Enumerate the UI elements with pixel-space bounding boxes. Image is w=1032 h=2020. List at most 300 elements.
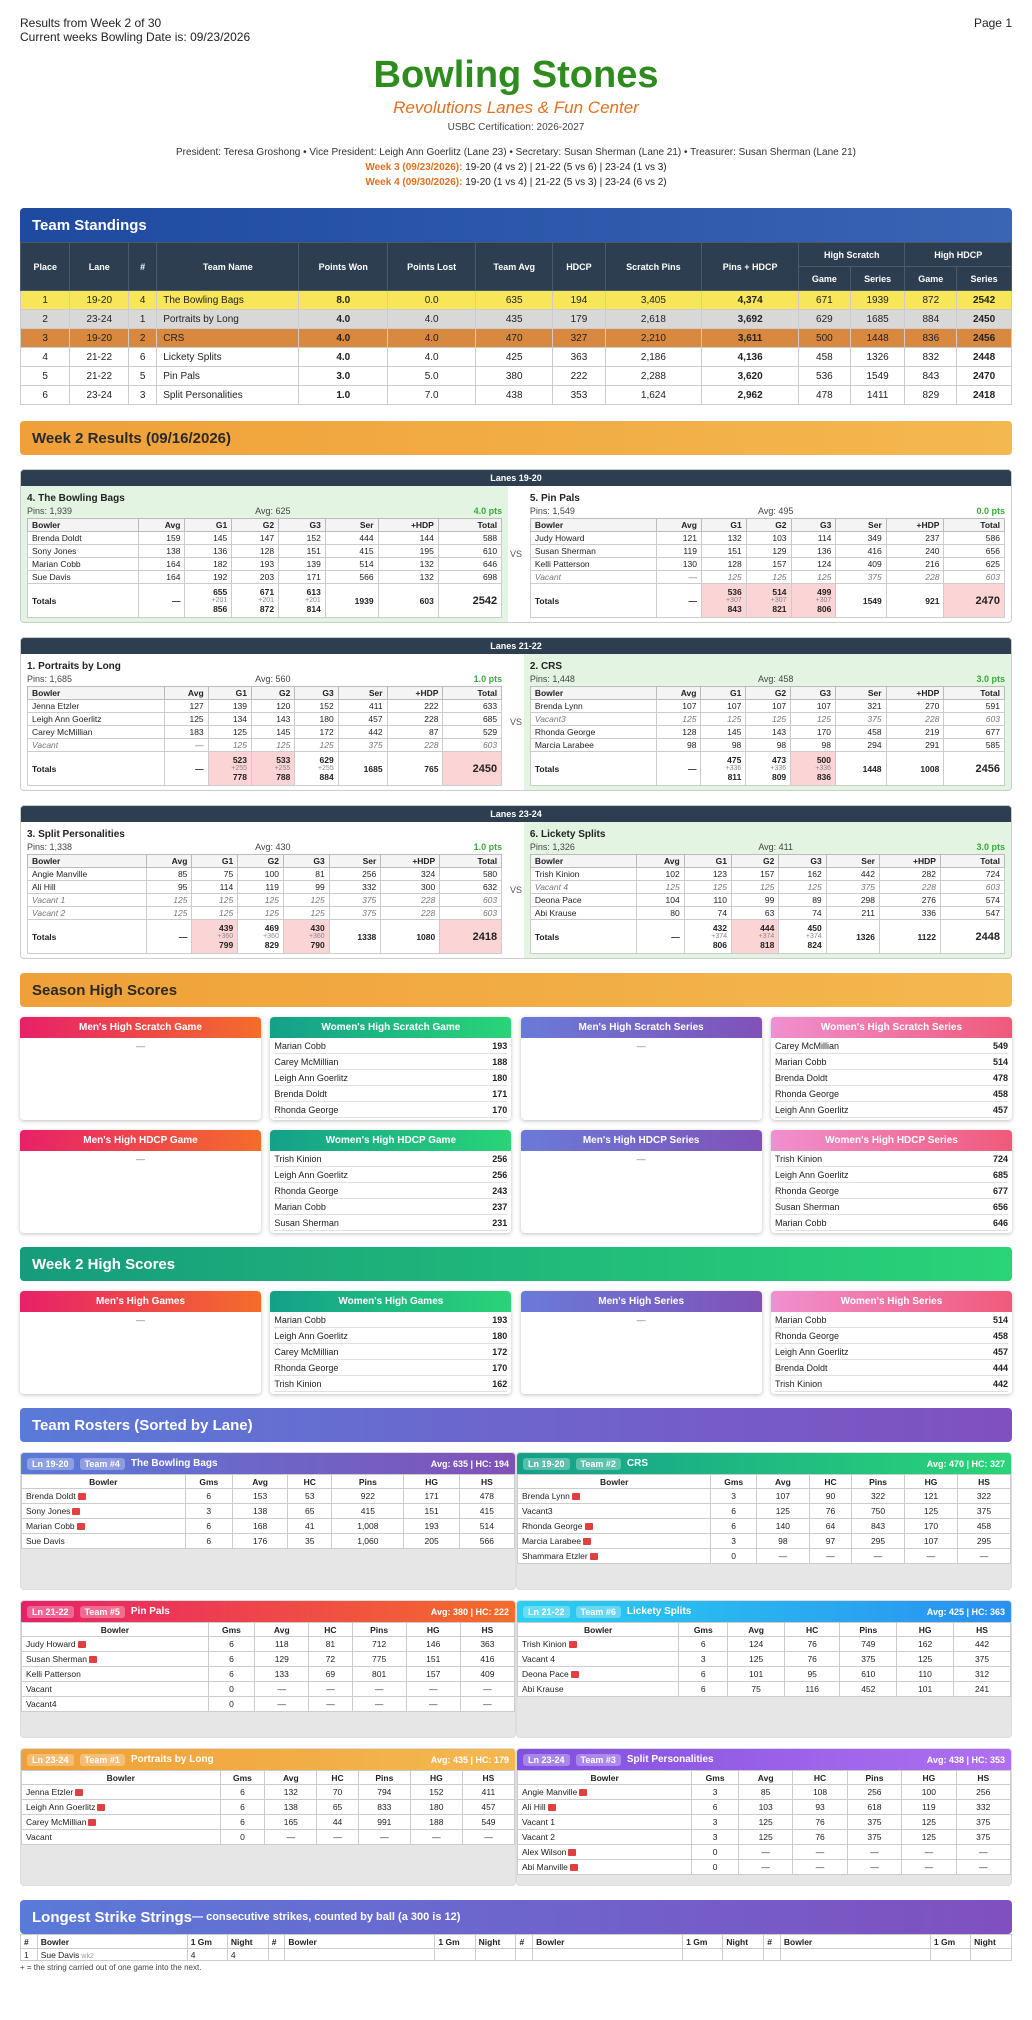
roster-cell: 375 (958, 1504, 1011, 1519)
score-cell: 193 (232, 558, 279, 571)
roster-cell: 193 (404, 1519, 459, 1534)
score-col-header: Bowler (28, 519, 139, 532)
team-badge: Team #6 (576, 1606, 621, 1618)
roster-cell: — (956, 1845, 1010, 1860)
score-cell: 99 (283, 881, 329, 894)
score-col-header: G2 (238, 855, 284, 868)
standings-cell: 629 (799, 310, 851, 329)
standings-cell: 3.0 (299, 367, 388, 386)
score-cell: 324 (381, 868, 440, 881)
team-result (524, 654, 1011, 790)
score-cell: Vacant 1 (28, 894, 147, 907)
score-cell: 132 (701, 532, 746, 545)
score-cell: Leigh Ann Goerlitz (28, 713, 165, 726)
empty-dash: — (636, 1315, 646, 1325)
score-cell: 182 (185, 558, 232, 571)
score-cell: 625 (944, 558, 1005, 571)
standings-cell: 3,611 (702, 329, 799, 348)
bowler-name: Trish Kinion (774, 1379, 823, 1389)
standings-cell: 1685 (850, 310, 905, 329)
roster-cell: 375 (847, 1815, 901, 1830)
roster-cell: 3 (692, 1815, 739, 1830)
bowler-score-table (530, 518, 1005, 618)
totals-cell: — (165, 752, 208, 786)
standings-cell: 4.0 (388, 329, 476, 348)
score-col-header: Bowler (530, 855, 637, 868)
roster-team-name: Pin Pals (130, 1606, 170, 1617)
game-scratch: 613 (306, 587, 321, 597)
totals-cell (283, 920, 329, 954)
roster-team-name: The Bowling Bags (130, 1458, 218, 1469)
score-cell: 99 (732, 894, 779, 907)
score-cell: 125 (656, 713, 701, 726)
roster-bowler-name: Vacant 4 (522, 1654, 555, 1664)
strike-rank: 1 (21, 1949, 38, 1961)
score-col-header: G2 (746, 687, 791, 700)
roster-cell: 90 (809, 1489, 851, 1504)
strike-col-header: Night (475, 1935, 516, 1949)
standings-cell: 4 (21, 348, 70, 367)
roster-cell: 241 (954, 1682, 1011, 1697)
score-cell: 294 (836, 739, 887, 752)
score-cell: 162 (779, 868, 826, 881)
score-cell: 125 (791, 571, 836, 584)
roster-cell: 125 (902, 1815, 956, 1830)
score-cell: 580 (440, 868, 502, 881)
strike-col-header: # (21, 1935, 38, 1949)
roster-col-header: HC (288, 1475, 332, 1489)
high-score-item (274, 1151, 507, 1167)
female-flag-icon (568, 1849, 576, 1856)
totals-cell (208, 752, 251, 786)
roster-col-header: Bowler (22, 1771, 221, 1785)
roster-table (21, 1474, 515, 1549)
game-total: 821 (772, 604, 787, 614)
totals-row (28, 752, 502, 786)
high-score-card (771, 1130, 1012, 1233)
roster-cell: 0 (220, 1830, 265, 1845)
score-cell: 183 (165, 726, 208, 739)
standings-row (21, 291, 1012, 310)
score-cell: 698 (438, 571, 501, 584)
roster-bowler (22, 1637, 209, 1652)
roster-cell: 322 (852, 1489, 905, 1504)
standings-cell: 470 (476, 329, 553, 348)
vs-label: VS (509, 885, 522, 895)
bowler-score-row (530, 545, 1004, 558)
score-cell: 603 (940, 881, 1004, 894)
roster-team-stats: Avg: 470 | HC: 327 (926, 1458, 1005, 1469)
score-cell: 89 (779, 894, 826, 907)
roster-cell: 3 (711, 1534, 756, 1549)
score-cell: 211 (826, 907, 879, 920)
standings-col-header: Points Won (299, 243, 388, 291)
roster-bowler (22, 1652, 209, 1667)
score-cell: 216 (886, 558, 944, 571)
team-points: 1.0 pts (473, 674, 503, 684)
roster-bowler-name: Vacant (26, 1684, 52, 1694)
roster-cell: 0 (692, 1860, 739, 1875)
roster-card (516, 1748, 1012, 1886)
roster-cell: 93 (793, 1800, 847, 1815)
roster-cell: 1,060 (332, 1534, 404, 1549)
roster-bowler-row (22, 1489, 515, 1504)
score-cell: Sony Jones (28, 545, 139, 558)
roster-bowler-name: Kelli Patterson (26, 1669, 81, 1679)
roster-cell: 125 (756, 1504, 809, 1519)
standings-cell: 4.0 (388, 348, 476, 367)
roster-col-header: Gms (692, 1771, 739, 1785)
lanes-label: Lanes 19-20 (21, 470, 1011, 486)
standings-cell: 3,692 (702, 310, 799, 329)
bowler-score-row (530, 532, 1004, 545)
league-title: Bowling Stones (373, 54, 659, 96)
score-cell: Vacant (28, 739, 165, 752)
score-cell: 152 (279, 532, 326, 545)
score-cell: 566 (325, 571, 378, 584)
bowler-name: Marian Cobb (274, 1041, 326, 1051)
bowler-score-row (28, 881, 502, 894)
score-col-header: Bowler (28, 687, 165, 700)
score-cell: Marian Cobb (28, 558, 139, 571)
roster-cell: 125 (728, 1652, 785, 1667)
strike-empty-cell (683, 1949, 723, 1961)
standings-cell: 2542 (957, 291, 1012, 310)
bowler-name: Brenda Doldt (274, 1089, 327, 1099)
totals-cell (684, 920, 731, 954)
team-badge: Team #3 (576, 1754, 621, 1766)
roster-col-header: HG (404, 1475, 459, 1489)
game-hdcp: +255 (317, 765, 334, 772)
roster-cell: 0 (692, 1845, 739, 1860)
score-cell: 125 (208, 726, 251, 739)
roster-cell: 3 (692, 1830, 739, 1845)
game-total: 809 (771, 772, 787, 782)
score-col-header: Ser (338, 687, 387, 700)
bowling-date: Current weeks Bowling Date is: 09/23/2026 (20, 30, 251, 44)
score-col-header: G1 (684, 855, 731, 868)
roster-cell: — (460, 1682, 514, 1697)
score-cell: 603 (440, 907, 502, 920)
strike-empty-cell (533, 1949, 683, 1961)
bowler-score-row (530, 726, 1004, 739)
standings-cell: 4 (129, 291, 157, 310)
game-hdcp: +336 (770, 765, 787, 772)
roster-card-header (517, 1749, 1011, 1770)
high-score-item (274, 1102, 507, 1118)
roster-bowler-name: Susan Sherman (26, 1654, 87, 1664)
standings-cell: 2470 (957, 367, 1012, 386)
bowler-name: Leigh Ann Goerlitz (274, 1073, 348, 1083)
score-cell: 123 (684, 868, 731, 881)
roster-cell: 3 (692, 1785, 739, 1800)
roster-cell: — (410, 1830, 462, 1845)
strike-empty-cell (516, 1949, 533, 1961)
totals-cell (238, 920, 284, 954)
roster-cell: 125 (738, 1830, 792, 1845)
score-cell: 228 (381, 894, 440, 907)
roster-cell: 375 (840, 1652, 897, 1667)
score-col-header: Avg (138, 519, 185, 532)
strike-row (21, 1949, 1012, 1961)
matchup (21, 486, 1011, 622)
score-cell: 125 (732, 881, 779, 894)
totals-cell: — (656, 752, 701, 786)
score-cell: 125 (701, 713, 746, 726)
roster-cell: 458 (958, 1519, 1011, 1534)
roster-col-header: HC (309, 1623, 352, 1637)
score-cell: 98 (746, 739, 791, 752)
score-cell: 180 (295, 713, 338, 726)
high-score-item (775, 1328, 1008, 1344)
score-value: 656 (992, 1202, 1008, 1212)
female-flag-icon (571, 1671, 579, 1678)
empty-dash: — (136, 1154, 145, 1164)
empty-dash: — (136, 1315, 145, 1325)
standings-cell: 2,288 (605, 367, 702, 386)
roster-bowler (518, 1652, 679, 1667)
game-hdcp: +374 (805, 933, 822, 940)
score-cell: 442 (826, 868, 879, 881)
roster-bowler-row (518, 1682, 1011, 1697)
standings-col-header: Team Avg (476, 243, 553, 291)
score-cell: 586 (944, 532, 1005, 545)
score-cell: 102 (637, 868, 684, 881)
roster-cell: — (793, 1860, 847, 1875)
score-cell: 442 (338, 726, 387, 739)
strike-col-header: Bowler (780, 1935, 930, 1949)
score-cell: Carey McMillian (28, 726, 165, 739)
standings-cell: 23-24 (70, 310, 129, 329)
score-cell: 125 (779, 881, 826, 894)
roster-col-header: HG (410, 1771, 462, 1785)
standings-cell: 1 (129, 310, 157, 329)
bowler-score-row (28, 907, 502, 920)
week-high-header: Week 2 High Scores (20, 1247, 1012, 1281)
roster-cell: — (958, 1549, 1011, 1564)
team-pins: Pins: 1,326 (529, 842, 575, 852)
roster-cell: 6 (220, 1815, 265, 1830)
score-cell: 138 (138, 545, 185, 558)
team-result-name: 1. Portraits by Long (27, 661, 121, 672)
roster-cell: 151 (406, 1652, 460, 1667)
score-cell: 114 (791, 532, 836, 545)
female-flag-icon (75, 1789, 83, 1796)
roster-cell: 6 (220, 1800, 265, 1815)
score-cell: 128 (701, 558, 746, 571)
roster-table (21, 1622, 515, 1712)
score-cell: 125 (192, 907, 238, 920)
high-score-card-title: Women's High HDCP Game (270, 1130, 511, 1151)
roster-col-header: Avg (233, 1475, 288, 1489)
roster-cell: 332 (956, 1800, 1010, 1815)
roster-cell: — (905, 1549, 958, 1564)
roster-col-header: Avg (265, 1771, 317, 1785)
game-total: 884 (319, 772, 334, 782)
standings-cell: 1,624 (605, 386, 702, 405)
roster-cell: 85 (738, 1785, 792, 1800)
team-avg: Avg: 458 (757, 674, 794, 684)
roster-cell: — (406, 1682, 460, 1697)
team-pins: Pins: 1,448 (529, 674, 575, 684)
team-avg: Avg: 430 (255, 842, 291, 852)
standings-cell: 2 (129, 329, 157, 348)
standings-cell: 5 (129, 367, 157, 386)
female-flag-icon (590, 1553, 598, 1560)
roster-cell: — (738, 1860, 792, 1875)
high-score-list (270, 1312, 511, 1392)
score-cell: 125 (238, 907, 284, 920)
roster-cell: — (756, 1549, 809, 1564)
score-cell: 219 (886, 726, 944, 739)
strike-col-header: Bowler (533, 1935, 683, 1949)
totals-cell: Totals (530, 752, 656, 786)
totals-cell: — (138, 584, 185, 618)
roster-cell: 549 (462, 1815, 514, 1830)
standings-cell: 3,405 (605, 291, 702, 310)
roster-cell: 312 (954, 1667, 1011, 1682)
score-cell: 677 (944, 726, 1005, 739)
game-total: 799 (219, 940, 234, 950)
game-total: 806 (817, 604, 832, 614)
roster-bowler-name: Sue Davis (26, 1536, 65, 1546)
roster-bowler-name: Trish Kinion (522, 1639, 567, 1649)
team-badge: Team #4 (80, 1458, 125, 1470)
roster-cell: 41 (288, 1519, 332, 1534)
standings-cell: 380 (476, 367, 553, 386)
score-cell: 107 (656, 700, 701, 713)
roster-col-header: Pins (358, 1771, 410, 1785)
score-cell: 282 (880, 868, 941, 881)
roster-cell: — (255, 1682, 309, 1697)
roster-cell: 81 (309, 1637, 352, 1652)
roster-bowler-name: Vacant 2 (522, 1832, 555, 1842)
roster-cell: 256 (956, 1785, 1010, 1800)
high-score-list (20, 1312, 261, 1328)
score-cell: 95 (146, 881, 192, 894)
roster-col-header: Bowler (22, 1623, 209, 1637)
strike-col-header: Night (227, 1935, 268, 1949)
score-value: 231 (492, 1218, 508, 1228)
score-cell: 136 (791, 545, 836, 558)
bowler-score-table (27, 518, 502, 618)
roster-bowler (22, 1682, 209, 1697)
high-score-list (270, 1038, 511, 1118)
high-score-item (775, 1199, 1008, 1215)
roster-cell: 416 (460, 1652, 514, 1667)
roster-cell: — (847, 1860, 901, 1875)
match-box (20, 637, 1012, 791)
score-cell: 632 (440, 881, 502, 894)
score-value: 685 (992, 1170, 1008, 1180)
bowler-score-row (28, 558, 502, 571)
high-score-list (771, 1038, 1012, 1118)
score-col-header: G3 (295, 687, 338, 700)
roster-cell: 146 (406, 1637, 460, 1652)
roster-col-header: HS (956, 1771, 1010, 1785)
standings-cell: 363 (553, 348, 605, 367)
standings-cell: 5 (21, 367, 70, 386)
roster-cell: 98 (756, 1534, 809, 1549)
score-cell: 164 (138, 558, 185, 571)
bowler-name: Rhonda George (774, 1331, 840, 1341)
score-cell: 125 (637, 881, 684, 894)
roster-header-row (22, 1475, 515, 1489)
standings-row (21, 348, 1012, 367)
high-score-item (274, 1183, 507, 1199)
strike-bowler (37, 1949, 187, 1961)
score-cell: 159 (138, 532, 185, 545)
score-value: 162 (492, 1379, 508, 1389)
score-cell: 203 (232, 571, 279, 584)
roster-cell: 125 (902, 1830, 956, 1845)
standings-cell: 1448 (850, 329, 905, 348)
score-cell: 228 (387, 713, 443, 726)
game-total: 778 (232, 772, 248, 782)
score-cell: 145 (701, 726, 746, 739)
roster-cell: 0 (208, 1682, 254, 1697)
score-cell: 240 (886, 545, 944, 558)
strike-empty-cell (435, 1949, 475, 1961)
high-score-item (775, 1054, 1008, 1070)
team-result-name: 2. CRS (529, 661, 563, 672)
high-score-item (274, 1360, 507, 1376)
female-flag-icon (78, 1641, 86, 1648)
roster-bowler (518, 1682, 679, 1697)
score-col-header: G1 (701, 519, 746, 532)
roster-bowler-row (518, 1652, 1011, 1667)
high-score-card (521, 1130, 762, 1233)
score-col-header: G2 (746, 519, 791, 532)
game-scratch: 450 (807, 923, 822, 933)
team-result (21, 654, 508, 790)
totals-cell: Totals (530, 920, 637, 954)
roster-cell: 64 (809, 1519, 851, 1534)
high-score-item (775, 1167, 1008, 1183)
game-hdcp: +360 (217, 933, 234, 940)
score-cell: 74 (779, 907, 826, 920)
bowler-name: Carey McMillian (274, 1347, 339, 1357)
roster-col-header: HG (897, 1623, 954, 1637)
roster-bowler (518, 1534, 711, 1549)
standings-row (21, 329, 1012, 348)
score-col-header: G1 (208, 687, 251, 700)
score-cell: 147 (232, 532, 279, 545)
totals-cell (295, 752, 338, 786)
score-cell: 125 (791, 713, 836, 726)
roster-cell: 76 (793, 1815, 847, 1830)
roster-cell: — (902, 1845, 956, 1860)
team-result-info (27, 674, 502, 684)
high-score-item (775, 1151, 1008, 1167)
bowler-score-row (530, 571, 1004, 584)
roster-cell: 119 (902, 1800, 956, 1815)
score-header-row (530, 519, 1004, 532)
team-result-info (27, 506, 502, 516)
roster-col-header: Avg (728, 1623, 785, 1637)
score-cell: 132 (378, 558, 438, 571)
bowler-name: Rhonda George (774, 1089, 840, 1099)
high-score-card-title: Women's High Games (270, 1291, 511, 1312)
standings-cell: 884 (905, 310, 957, 329)
totals-cell: 603 (378, 584, 438, 618)
game-scratch: 500 (816, 755, 832, 765)
roster-cell: 133 (255, 1667, 309, 1682)
roster-bowler (22, 1489, 186, 1504)
roster-bowler-name: Leigh Ann Goerlitz (26, 1802, 96, 1812)
roster-header-row (518, 1623, 1011, 1637)
center-name: Revolutions Lanes & Fun Center (393, 98, 639, 117)
